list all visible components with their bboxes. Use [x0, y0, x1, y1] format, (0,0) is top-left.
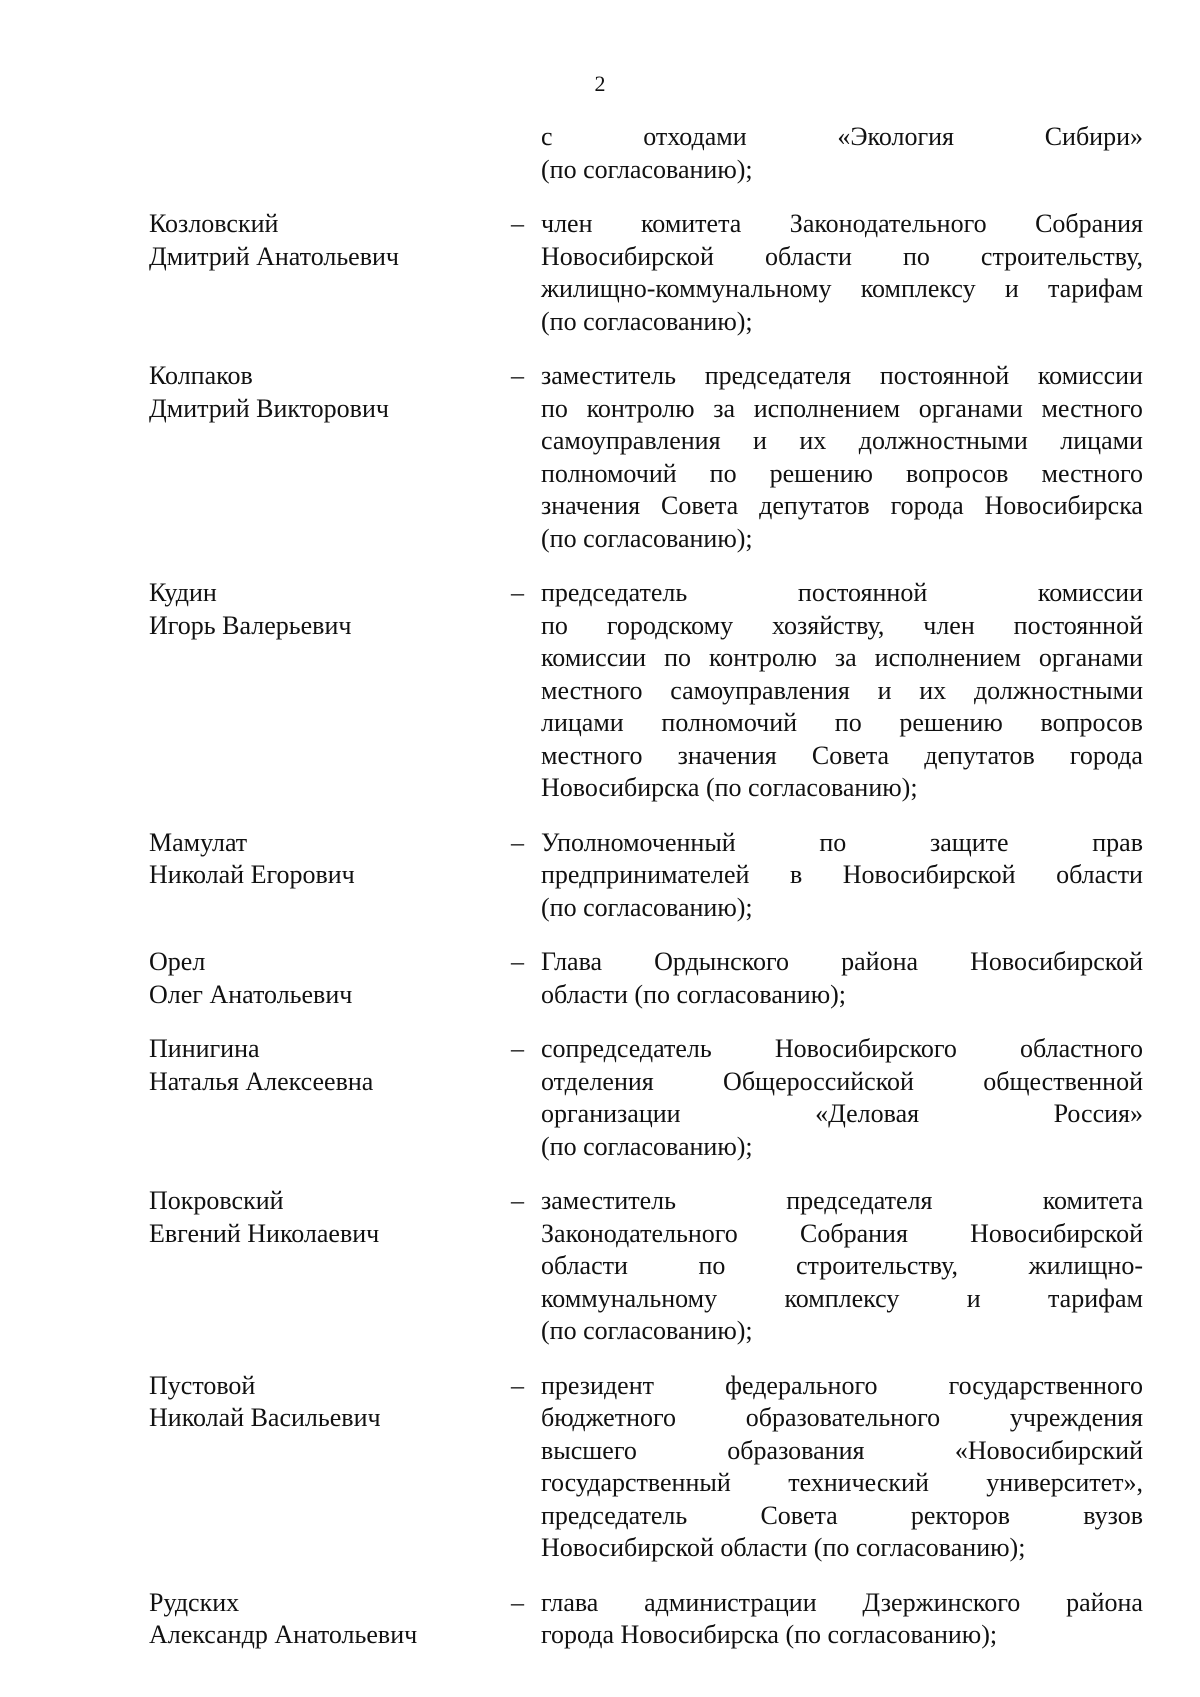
word: за [834, 643, 857, 672]
word: должностными [973, 675, 1143, 705]
word: местного [1041, 458, 1143, 488]
position-line: города Новосибирска (по согласованию); [541, 1620, 998, 1649]
position-line [541, 1250, 1143, 1283]
position-line [541, 740, 1143, 773]
member-name [149, 208, 494, 273]
word: решению [899, 708, 1003, 737]
member-given-name: Игорь Валерьевич [149, 610, 352, 640]
member-position [541, 1587, 1143, 1652]
word: с [541, 122, 553, 151]
word: Новосибирского [774, 1034, 957, 1063]
member-position [541, 1370, 1143, 1565]
word: исполнением [874, 643, 1021, 672]
word: администрации [644, 1587, 817, 1617]
word: тарифам [1047, 274, 1143, 303]
entries [149, 208, 1143, 1652]
dash: – [511, 1587, 524, 1617]
word: депутатов [759, 491, 870, 520]
member-surname: Кудин [149, 578, 217, 607]
word: государственного [948, 1370, 1143, 1400]
word: и [1004, 274, 1019, 303]
member-surname: Покровский [149, 1186, 284, 1215]
position-line: Новосибирской области (по согласованию); [541, 1533, 1026, 1562]
word: контролю [586, 393, 695, 423]
word: должностными [858, 426, 1028, 455]
word: отходами [643, 122, 747, 151]
member-surname: Рудских [149, 1587, 240, 1617]
position-line [541, 458, 1143, 491]
word: Совета [811, 740, 890, 770]
member-entry [149, 577, 1143, 805]
word: Сибири» [1044, 122, 1143, 151]
word: постоянной [879, 361, 1010, 390]
word: по [709, 458, 737, 488]
word: комплексу [784, 1283, 900, 1313]
word: организации [541, 1099, 681, 1128]
page-number: 2 [594, 71, 606, 96]
word: исполнением [753, 393, 901, 423]
position-line: (по согласованию); [541, 523, 753, 553]
member-name [149, 1185, 494, 1250]
word: по [902, 241, 930, 271]
member-name [149, 946, 494, 1011]
word: «Деловая [815, 1099, 920, 1128]
position-line [541, 1370, 1143, 1403]
word: заместитель [541, 361, 677, 390]
word: университет», [986, 1468, 1143, 1497]
word: области [764, 241, 852, 271]
word: за [713, 393, 736, 423]
word: по [541, 610, 568, 640]
member-surname: Орел [149, 947, 206, 976]
word: самоуправления [670, 675, 850, 705]
word: областного [1020, 1034, 1143, 1063]
position-line [541, 946, 1143, 979]
position-line [541, 610, 1143, 643]
word: хозяйству, [772, 610, 885, 640]
member-entry [149, 1185, 1143, 1348]
position-line: (по согласованию); [541, 1131, 753, 1161]
position-line: (по согласованию); [541, 1316, 753, 1345]
word: комиссии [1037, 361, 1143, 390]
member-entry [149, 946, 1143, 1011]
word: Законодательного [541, 1218, 738, 1248]
word: области [1056, 860, 1143, 889]
word: предпринимателей [541, 860, 750, 889]
dash: – [511, 361, 524, 390]
position-line [541, 1098, 1143, 1131]
word: строительству, [796, 1251, 959, 1280]
position-line [541, 1033, 1143, 1066]
word: заместитель [541, 1186, 677, 1215]
member-given-name: Александр Анатольевич [149, 1620, 418, 1649]
position-line [541, 1587, 1143, 1620]
position-line [541, 1066, 1143, 1099]
word: по [664, 643, 691, 672]
member-position [541, 946, 1143, 1011]
word: Глава [541, 947, 603, 976]
member-name [149, 577, 494, 642]
member-surname: Козловский [149, 209, 279, 238]
word: городскому [606, 610, 734, 640]
word: «Новосибирский [954, 1435, 1143, 1465]
position-line: области (по согласованию); [541, 979, 847, 1009]
position-line [541, 121, 1143, 154]
member-surname: Пинигина [149, 1034, 260, 1063]
word: в [789, 860, 803, 889]
word: комплексу [860, 274, 976, 303]
word: решению [769, 458, 873, 488]
word: высшего [541, 1435, 637, 1465]
position-line [541, 1185, 1143, 1218]
word: президент [541, 1370, 655, 1400]
word: сопредседатель [541, 1034, 712, 1063]
word: Собрания [1035, 209, 1143, 238]
word: «Экология [837, 122, 954, 151]
position-line [541, 827, 1143, 860]
member-position [541, 1033, 1143, 1163]
word: органами [1038, 643, 1143, 672]
word: органами [918, 393, 1023, 423]
word: вопросов [1040, 708, 1143, 737]
word: образования [727, 1435, 865, 1465]
word: Законодательного [789, 209, 987, 238]
word: по [834, 708, 862, 737]
position-line [541, 273, 1143, 306]
member-given-name: Наталья Алексеевна [149, 1066, 374, 1096]
dash: – [511, 1034, 524, 1063]
dash: – [511, 947, 524, 976]
dash: – [511, 1186, 524, 1215]
word: Новосибирской [541, 241, 714, 271]
member-position [541, 208, 1143, 338]
word: их [919, 675, 947, 705]
word: постоянной [1013, 610, 1143, 640]
word: тарифам [1048, 1283, 1143, 1313]
member-position [541, 121, 1143, 186]
word: федерального [725, 1370, 878, 1400]
member-given-name: Николай Васильевич [149, 1403, 381, 1432]
word: комиссии [1037, 578, 1143, 607]
position-line: (по согласованию); [541, 892, 753, 922]
member-surname: Пустовой [149, 1370, 256, 1400]
word: коммунальному [541, 1283, 718, 1313]
member-name [149, 1587, 494, 1652]
word: Совета [661, 491, 739, 520]
dash: – [511, 578, 524, 607]
word: бюджетного [541, 1403, 677, 1432]
word: местного [1041, 393, 1143, 423]
word: Уполномоченный [541, 827, 736, 857]
word: Новосибирской [970, 947, 1143, 976]
word: самоуправления [541, 426, 721, 455]
word: жилищно- [1028, 1251, 1143, 1280]
word: местного [541, 740, 643, 770]
word: полномочий [661, 708, 798, 737]
member-entry [149, 1587, 1143, 1652]
member-given-name: Николай Егорович [149, 860, 355, 889]
dash: – [511, 209, 524, 238]
word: технический [788, 1468, 929, 1497]
word: Дзержинского [862, 1587, 1021, 1617]
member-entry [149, 827, 1143, 925]
position-line [541, 1467, 1143, 1500]
word: член [923, 610, 975, 640]
word: Общероссийской [723, 1066, 914, 1096]
word: Совета [760, 1500, 838, 1530]
word: Новосибирской [970, 1218, 1143, 1248]
member-entry [149, 1370, 1143, 1565]
member-surname: Колпаков [149, 361, 253, 390]
continuation-entry [149, 121, 1143, 186]
member-surname: Мамулат [149, 827, 248, 857]
position-line [541, 360, 1143, 393]
member-given-name: Дмитрий Викторович [149, 393, 389, 423]
word: государственный [541, 1468, 731, 1497]
word: района [1066, 1587, 1143, 1617]
word: полномочий [541, 458, 677, 488]
word: строительству, [980, 241, 1143, 271]
position-line [541, 241, 1143, 274]
position-line [541, 707, 1143, 740]
word: прав [1092, 827, 1143, 857]
word: города [1069, 740, 1143, 770]
position-line: (по согласованию); [541, 154, 753, 184]
position-line [541, 1435, 1143, 1468]
word: постоянной [797, 578, 928, 607]
word: Россия» [1053, 1099, 1143, 1128]
word: Ордынского [654, 947, 790, 976]
dash: – [511, 1370, 524, 1400]
word: комитета [641, 209, 742, 238]
word: по [541, 393, 568, 423]
member-name [149, 827, 494, 892]
word: по [698, 1251, 726, 1280]
word: комиссии [541, 643, 647, 672]
position-line [541, 577, 1143, 610]
word: отделения [541, 1066, 654, 1096]
member-position [541, 360, 1143, 555]
member-name [149, 1033, 494, 1098]
word: значения [677, 740, 777, 770]
word: местного [541, 675, 643, 705]
word: жилищно-коммунальному [541, 274, 832, 303]
word: и [753, 426, 767, 455]
word: значения [541, 491, 641, 520]
position-line [541, 393, 1143, 426]
position-line [541, 490, 1143, 523]
word: ректоров [910, 1500, 1010, 1530]
word: комитета [1042, 1186, 1143, 1215]
position-line [541, 425, 1143, 458]
dash: – [511, 827, 524, 857]
word: вузов [1083, 1500, 1143, 1530]
position-line: (по согласованию); [541, 306, 753, 336]
members-list [149, 121, 1143, 1674]
word: лицами [1060, 426, 1143, 455]
member-given-name: Дмитрий Анатольевич [149, 241, 399, 271]
position-line [541, 1283, 1143, 1316]
member-entry [149, 1033, 1143, 1163]
member-position [541, 577, 1143, 805]
word: Новосибирска [984, 491, 1143, 520]
member-position [541, 827, 1143, 925]
position-line [541, 642, 1143, 675]
word: председатель [541, 578, 688, 607]
word: председатель [541, 1500, 688, 1530]
member-given-name: Олег Анатольевич [149, 979, 353, 1009]
position-line [541, 859, 1143, 892]
word: Собрания [800, 1218, 908, 1248]
member-given-name: Евгений Николаевич [149, 1218, 380, 1248]
member-name [149, 360, 494, 425]
position-line [541, 208, 1143, 241]
word: член [541, 209, 593, 238]
word: защите [929, 827, 1009, 857]
word: председателя [704, 361, 852, 390]
member-position [541, 1185, 1143, 1348]
word: и [966, 1283, 981, 1313]
word: депутатов [924, 740, 1035, 770]
position-line [541, 1402, 1143, 1435]
member-entry [149, 360, 1143, 555]
word: учреждения [1009, 1403, 1143, 1432]
position-line [541, 1218, 1143, 1251]
word: общественной [983, 1066, 1143, 1096]
word: и [877, 675, 892, 705]
word: лицами [541, 708, 624, 737]
word: контролю [708, 643, 817, 672]
position-line [541, 675, 1143, 708]
position-line: Новосибирска (по согласованию); [541, 773, 918, 802]
member-name [149, 1370, 494, 1435]
word: образовательного [745, 1403, 941, 1432]
word: области [541, 1251, 628, 1280]
member-entry [149, 208, 1143, 338]
word: района [841, 947, 919, 976]
word: глава [541, 1587, 599, 1617]
word: города [890, 491, 964, 520]
word: вопросов [905, 458, 1009, 488]
word: их [799, 426, 827, 455]
word: Новосибирской [842, 860, 1016, 889]
position-line [541, 1500, 1143, 1533]
word: по [819, 827, 847, 857]
word: председателя [786, 1186, 933, 1215]
